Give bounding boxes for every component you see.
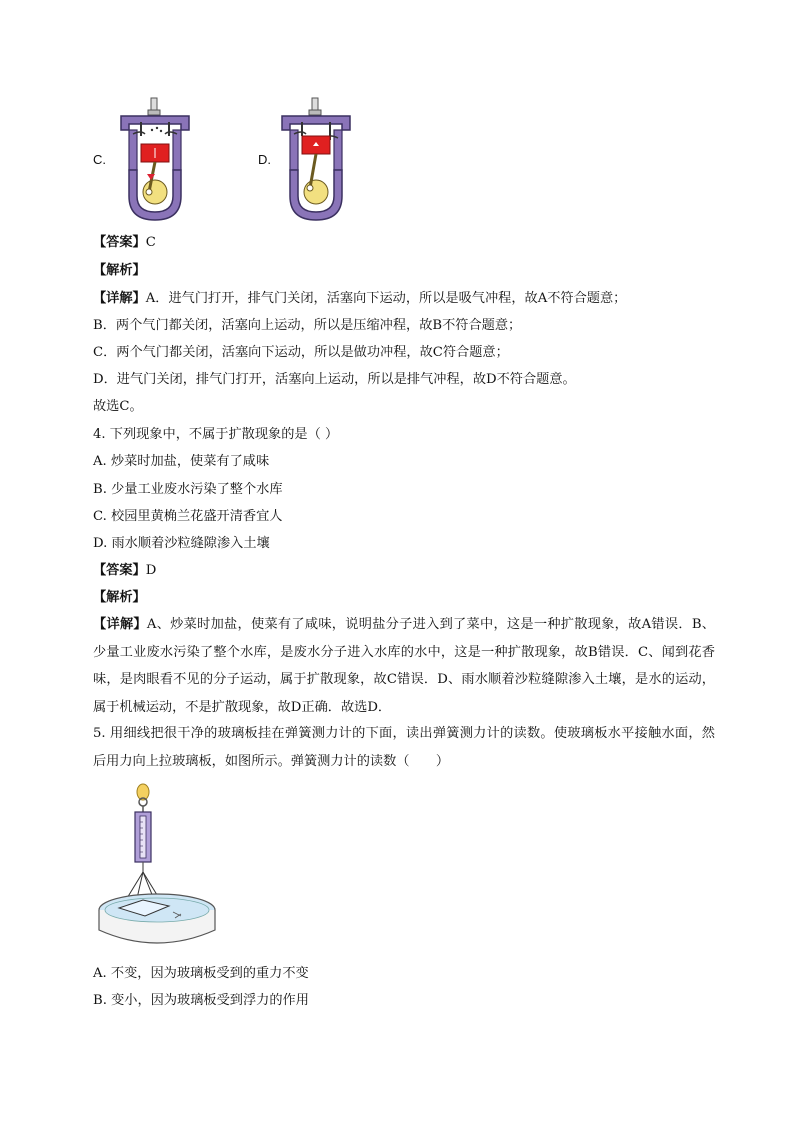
q3-detail-a: A．进气门打开，排气门关闭，活塞向下运动，所以是吸气冲程，故A不符合题意； xyxy=(145,291,627,306)
q3-detail-c: C．两个气门都关闭，活塞向下运动，所以是做功冲程，故C符合题意； xyxy=(93,345,509,360)
q4-analysis-tag: 【解析】 xyxy=(93,590,146,605)
q3-conclusion: 故选C。 xyxy=(93,399,143,414)
q4-option-d: D. 雨水顺着沙粒缝隙渗入土壤 xyxy=(93,536,270,551)
detail-tag: 【详解】 xyxy=(93,617,147,632)
q4-option-a: A. 炒菜时加盐，使菜有了咸味 xyxy=(93,454,270,469)
q3-detail-d: D．进气门关闭，排气门打开，活塞向上运动，所以是排气冲程，故D不符合题意。 xyxy=(93,372,576,387)
q4-detail-text: A、炒菜时加盐，使菜有了咸味，说明盐分子进入到了菜中，这是一种扩散现象，故A错误．B、少量工业废水污染了整个水库，是废水分子进入水库的水中，这是一种扩散现象，故B错误．C、闻到花香味，是肉眼看不见的分子运动，属于扩散现象，故C错误．D、雨水顺着沙粒缝隙渗入土壤，是水的运动，属于机械运动，不是扩散现象，故D正确．故选D． xyxy=(93,617,715,715)
q3-detail-line xyxy=(93,290,626,308)
q3-detail-b: B．两个气门都关闭，活塞向上运动，所以是压缩冲程，故B不符合题意； xyxy=(93,318,522,333)
answer-tag: 【答案】 xyxy=(93,235,146,250)
q4-answer xyxy=(93,562,156,580)
spring-scale-diagram xyxy=(95,780,227,950)
q4-option-c: C. 校园里黄桷兰花盛开清香宜人 xyxy=(93,509,283,524)
answer-value: D xyxy=(145,563,157,578)
answer-value: C xyxy=(145,235,156,250)
option-c-label: C. xyxy=(93,152,106,167)
detail-tag: 【详解】 xyxy=(93,291,146,306)
q3-analysis-tag: 【解析】 xyxy=(93,263,146,278)
answer-tag: 【答案】 xyxy=(93,563,146,578)
option-d-label: D. xyxy=(258,152,271,167)
q4-option-b: B. 少量工业废水污染了整个水库 xyxy=(93,482,283,497)
engine-diagram-d xyxy=(276,96,358,226)
q5-option-b: B. 变小，因为玻璃板受到浮力的作用 xyxy=(93,993,309,1008)
q4-detail xyxy=(93,611,715,721)
q3-answer xyxy=(93,234,156,252)
q5-stem: 5. 用细线把很干净的玻璃板挂在弹簧测力计的下面，读出弹簧测力计的读数。使玻璃板水平接触水面，然后用力向上拉玻璃板，如图所示。弹簧测力计的读数（ ） xyxy=(93,726,715,769)
q4-stem: 4. 下列现象中，不属于扩散现象的是（ ） xyxy=(93,427,339,442)
engine-diagram-c xyxy=(115,96,197,226)
q5-option-a: A. 不变，因为玻璃板受到的重力不变 xyxy=(93,966,309,981)
